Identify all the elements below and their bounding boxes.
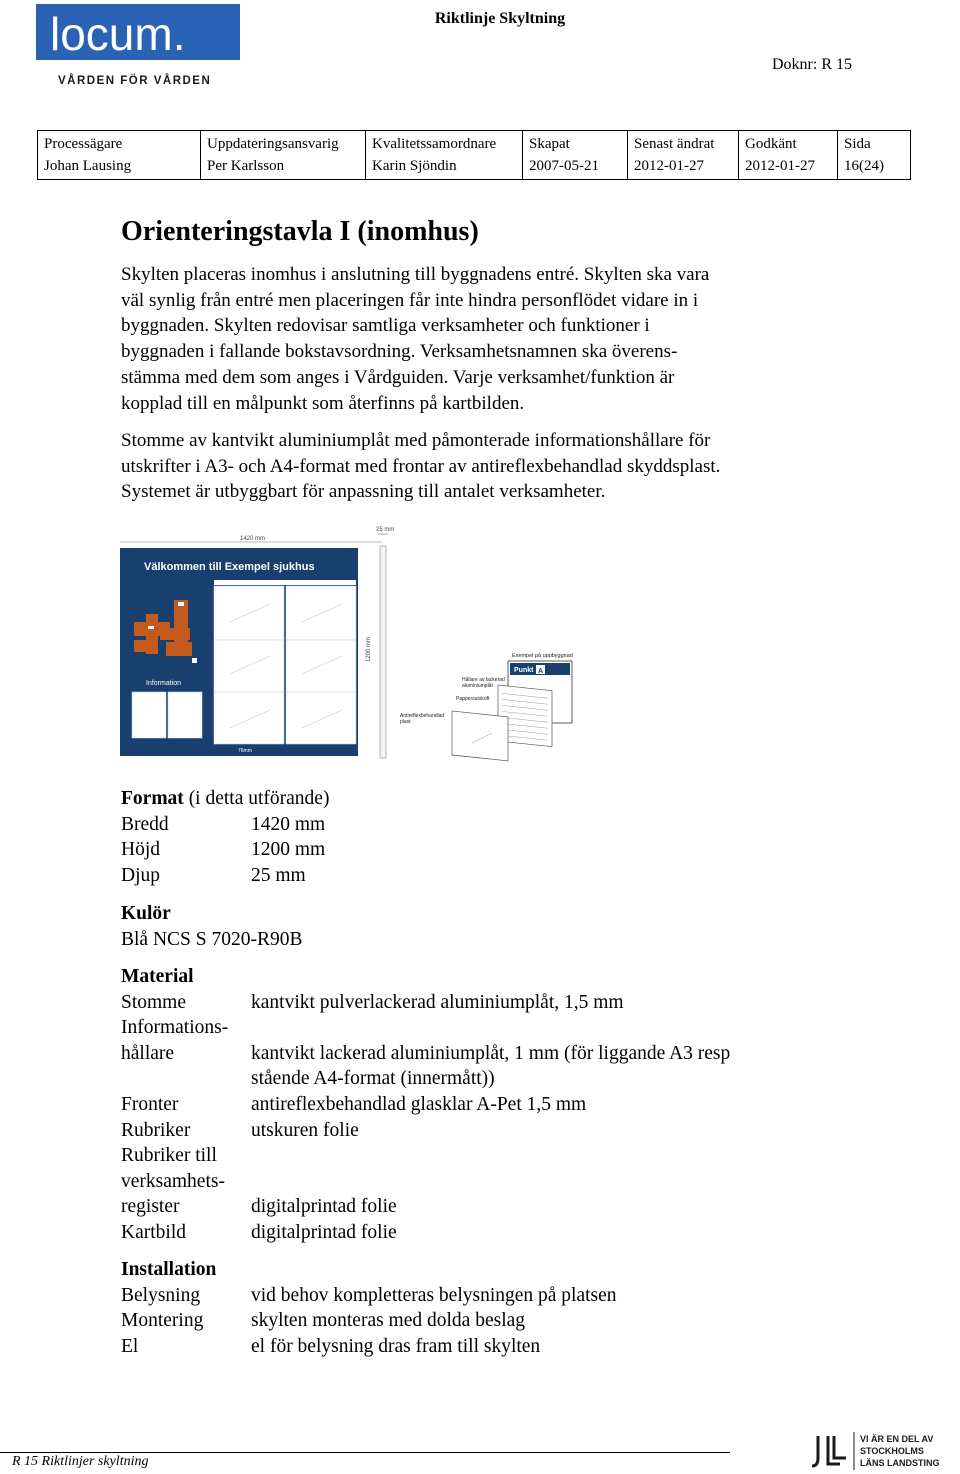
spec-value: digitalprintad folie bbox=[251, 1221, 397, 1243]
spec-value: el för belysning dras fram till skylten bbox=[251, 1335, 541, 1357]
spec-row bbox=[121, 863, 841, 889]
color-value: Blå NCS S 7020-R90B bbox=[121, 928, 303, 950]
spec-label: Montering bbox=[121, 1310, 204, 1332]
spec-row bbox=[121, 1041, 841, 1067]
spec-label: Kartbild bbox=[121, 1221, 186, 1243]
spec-label: Belysning bbox=[121, 1284, 201, 1306]
antireflex-front bbox=[452, 711, 508, 761]
county-line-3: LÄNS LANDSTING bbox=[860, 1458, 940, 1468]
holder-label-2: aluminiumplåt bbox=[462, 683, 493, 689]
meta-label: Sida bbox=[844, 136, 871, 152]
intro-paragraph bbox=[121, 262, 841, 416]
meta-value: Per Karlsson bbox=[207, 158, 285, 174]
construction-paragraph bbox=[121, 428, 841, 505]
spec-row bbox=[121, 990, 841, 1016]
spec-label: Bredd bbox=[121, 813, 169, 835]
sign-title: Välkommen till Exempel sjukhus bbox=[144, 561, 315, 573]
spec-label: Informations- bbox=[121, 1017, 229, 1039]
holder-label-1: Hållare av lackerad bbox=[462, 677, 505, 683]
spec-row bbox=[121, 1118, 841, 1144]
spec-value: antireflexbehandlad glasklar A-Pet 1,5 mm bbox=[251, 1093, 587, 1115]
spec-row bbox=[121, 1169, 841, 1195]
color-section bbox=[121, 901, 841, 952]
spec-value: kantvikt pulverlackerad aluminiumplåt, 1,5 mm bbox=[251, 991, 624, 1013]
color-heading: Kulör bbox=[121, 903, 171, 924]
material-heading: Material bbox=[121, 966, 194, 987]
paragraph-line: stämma med dem som anges i Vårdguiden. Varje verksamhet/funktion är bbox=[121, 366, 675, 388]
sign-illustration bbox=[120, 522, 400, 760]
section-heading: Orienteringstavla I (inomhus) bbox=[121, 216, 479, 247]
spec-value: vid behov kompletteras belysningen på platsen bbox=[251, 1284, 617, 1306]
document-meta-table bbox=[37, 130, 911, 180]
meta-value: 2012-01-27 bbox=[634, 158, 704, 174]
installation-section bbox=[121, 1257, 841, 1359]
paragraph-line: väl synlig från entré men placeringen får inte hindra personflödet vidare in i bbox=[121, 289, 699, 311]
document-number: Doknr: R 15 bbox=[772, 56, 852, 73]
material-section bbox=[121, 964, 841, 1246]
meta-label: Senast ändrat bbox=[634, 136, 715, 152]
meta-cell-quality bbox=[366, 131, 523, 180]
meta-label: Uppdateringsansvarig bbox=[207, 136, 339, 152]
paragraph-line: Skylten placeras inomhus i anslutning till byggnadens entré. Skylten ska vara bbox=[121, 264, 710, 285]
locum-logo bbox=[36, 4, 240, 90]
meta-cell-updater bbox=[201, 131, 366, 180]
spec-row bbox=[121, 1015, 841, 1041]
dimension-bottom-label: 76mm bbox=[238, 748, 252, 754]
document-title: Riktlinje Skyltning bbox=[434, 10, 566, 27]
spec-row bbox=[121, 812, 841, 838]
spec-row bbox=[121, 1194, 841, 1220]
spec-row bbox=[121, 1334, 841, 1360]
meta-value: 2012-01-27 bbox=[745, 158, 815, 174]
county-line-2: STOCKHOLMS bbox=[860, 1446, 924, 1456]
paragraph-line: Systemet är utbyggbart för anpassning till antalet verksamheter. bbox=[121, 481, 606, 503]
information-label: Information bbox=[146, 680, 182, 687]
spec-label: hållare bbox=[121, 1042, 175, 1064]
spec-value: stående A4-format (innermått)) bbox=[251, 1068, 495, 1090]
spec-label: Fronter bbox=[121, 1093, 179, 1115]
holder-detail-illustration bbox=[398, 645, 588, 767]
spec-row bbox=[121, 1283, 841, 1309]
sll-logo bbox=[810, 1428, 960, 1472]
format-section bbox=[121, 786, 841, 888]
spec-value: 1200 mm bbox=[251, 839, 326, 861]
meta-value: 16(24) bbox=[844, 158, 884, 174]
logo-tagline: VÅRDEN FÖR VÅRDEN bbox=[58, 75, 212, 87]
spec-label: register bbox=[121, 1196, 180, 1218]
meta-label: Kvalitetssamordnare bbox=[372, 136, 497, 152]
spec-value: digitalprintad folie bbox=[251, 1196, 397, 1218]
sign-side-profile bbox=[380, 546, 386, 758]
meta-cell-page bbox=[838, 131, 911, 180]
format-heading: Format bbox=[121, 788, 184, 809]
meta-label: Skapat bbox=[529, 136, 570, 152]
spec-value: 25 mm bbox=[251, 864, 306, 886]
paragraph-line: kopplad till en målpunkt som återfinns på kartbilden. bbox=[121, 392, 525, 414]
spec-value: utskuren folie bbox=[251, 1119, 359, 1141]
front-label-1: Antireflexbehandlad bbox=[400, 713, 445, 719]
spec-row bbox=[121, 1092, 841, 1118]
spec-row bbox=[121, 1143, 841, 1169]
paragraph-line: utskrifter i A3- och A4-format med frontar av antireflexbehandlad skyddsplast. bbox=[121, 455, 721, 477]
paper-label: Pappersutskrift bbox=[456, 696, 490, 702]
column-header-strip bbox=[214, 580, 356, 585]
county-line-1: VI ÄR EN DEL AV bbox=[860, 1434, 934, 1444]
spec-row bbox=[121, 1066, 841, 1092]
spec-label: El bbox=[121, 1335, 139, 1357]
footer-divider bbox=[0, 1452, 730, 1453]
paragraph-line: byggnaden. Skylten redovisar samtliga verksamheter och funktioner i bbox=[121, 315, 650, 337]
dimension-depth-label: 25 mm bbox=[376, 527, 395, 533]
spec-value: kantvikt lackerad aluminiumplåt, 1 mm (för liggande A3 resp bbox=[251, 1042, 731, 1064]
spec-label: Rubriker bbox=[121, 1119, 191, 1141]
punkt-letter: A bbox=[538, 668, 544, 675]
meta-cell-approved bbox=[739, 131, 838, 180]
logo-wordmark: locum. bbox=[50, 8, 186, 60]
meta-value: 2007-05-21 bbox=[529, 158, 599, 174]
spec-row bbox=[121, 837, 841, 863]
spec-label: Djup bbox=[121, 864, 160, 886]
spec-label: Rubriker till bbox=[121, 1145, 217, 1167]
spec-label: Höjd bbox=[121, 839, 160, 861]
spec-value: 1420 mm bbox=[251, 813, 326, 835]
spec-label: verksamhets- bbox=[121, 1170, 225, 1192]
meta-cell-modified bbox=[628, 131, 739, 180]
sll-emblem-icon bbox=[812, 1436, 846, 1466]
installation-heading: Installation bbox=[121, 1259, 217, 1280]
paragraph-line: Stomme av kantvikt aluminiumplåt med påmonterade informationshållare för bbox=[121, 430, 711, 451]
format-heading-line bbox=[121, 786, 841, 812]
footer-doc-reference: R 15 Riktlinjer skyltning bbox=[12, 1454, 149, 1469]
meta-value: Karin Sjöndin bbox=[372, 158, 457, 174]
dimension-width-label: 1420 mm bbox=[240, 536, 266, 542]
meta-cell-owner bbox=[38, 131, 201, 180]
spec-label: Stomme bbox=[121, 991, 187, 1013]
paragraph-line: byggnaden i fallande bokstavsordning. Verksamhetsnamnen ska överens- bbox=[121, 341, 678, 363]
spec-row bbox=[121, 1220, 841, 1246]
punkt-label: Punkt bbox=[514, 667, 534, 674]
meta-label: Godkänt bbox=[745, 136, 797, 152]
meta-label: Processägare bbox=[44, 136, 123, 152]
spec-row bbox=[121, 1308, 841, 1334]
example-label: Exempel på uppbyggnad bbox=[512, 653, 573, 659]
front-label-2: plast bbox=[400, 719, 411, 725]
meta-cell-created bbox=[523, 131, 628, 180]
spec-value: skylten monteras med dolda beslag bbox=[251, 1310, 526, 1332]
meta-value: Johan Lausing bbox=[44, 158, 132, 174]
dimension-height-label: 1200 mm bbox=[366, 636, 372, 662]
format-heading-note: (i detta utförande) bbox=[183, 788, 330, 809]
